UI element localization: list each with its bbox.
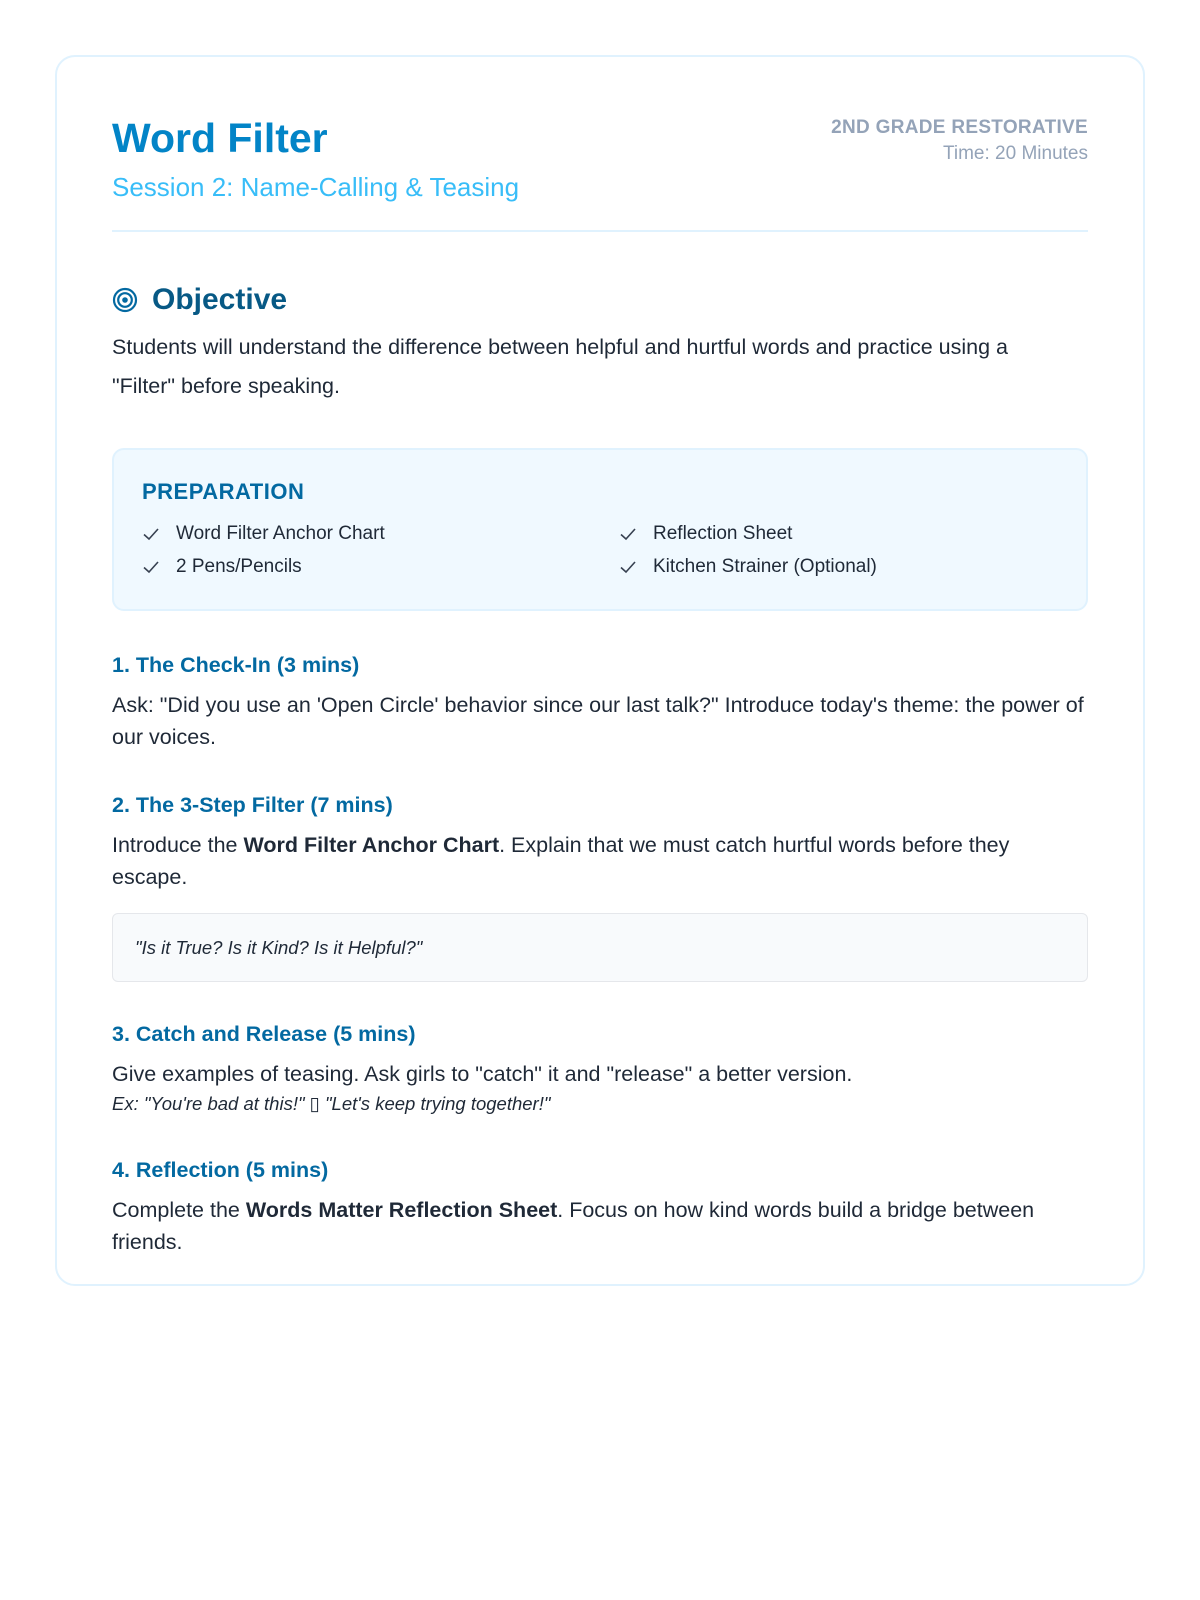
page-title: Word Filter xyxy=(112,115,328,161)
objective-text: Students will understand the difference between helpful and hurtful words and practice using a "Filter" before speaking. xyxy=(112,335,1009,398)
step-reflection xyxy=(112,1156,1088,1258)
step-text-emphasis: Word Filter Anchor Chart xyxy=(243,833,500,857)
prep-item xyxy=(619,553,1058,580)
check-icon xyxy=(142,525,160,543)
check-icon xyxy=(142,558,160,576)
prep-item-label: Word Filter Anchor Chart xyxy=(176,522,385,544)
check-icon xyxy=(619,525,637,543)
prep-item-label: Kitchen Strainer (Optional) xyxy=(653,555,877,577)
lesson-header xyxy=(112,112,1088,232)
grade-label: 2ND GRADE RESTORATIVE xyxy=(831,117,1088,138)
preparation-box xyxy=(112,448,1088,611)
step-title: 2. The 3-Step Filter (7 mins) xyxy=(112,793,393,817)
step-text: Ask: "Did you use an 'Open Circle' behavior since our last talk?" Introduce today's theme: the power of our voices. xyxy=(112,693,1084,749)
title-block xyxy=(112,112,519,204)
filter-quote: "Is it True? Is it Kind? Is it Helpful?" xyxy=(112,913,1088,982)
prep-item xyxy=(619,520,1058,547)
lesson-card xyxy=(55,55,1145,1286)
step-filter xyxy=(112,791,1088,982)
target-icon xyxy=(112,287,138,313)
prep-item-label: Reflection Sheet xyxy=(653,522,793,544)
prep-item xyxy=(142,520,619,547)
session-subtitle: Session 2: Name-Calling & Teasing xyxy=(112,172,520,202)
step-catch-release xyxy=(112,1020,1088,1118)
time-label: Time: 20 Minutes xyxy=(942,143,1088,164)
prep-item xyxy=(142,553,619,580)
preparation-title: PREPARATION xyxy=(142,479,305,504)
objective-title: Objective xyxy=(152,283,288,316)
step-text-emphasis: Words Matter Reflection Sheet xyxy=(245,1198,558,1222)
objective-heading xyxy=(112,282,1088,318)
example-text: Ex: "You're bad at this!" ▯ "Let's keep trying together!" xyxy=(112,1093,551,1114)
step-text: Give examples of teasing. Ask girls to "catch" it and "release" a better version. xyxy=(112,1062,853,1086)
step-text-part: . Focus on how kind words build a bridge between friends. xyxy=(112,1198,1035,1254)
prep-item-label: 2 Pens/Pencils xyxy=(176,555,302,577)
lesson-meta xyxy=(831,116,1088,168)
step-title: 1. The Check-In (3 mins) xyxy=(112,653,360,677)
step-title: 3. Catch and Release (5 mins) xyxy=(112,1022,416,1046)
step-text-part: Complete the xyxy=(112,1198,246,1222)
preparation-list xyxy=(142,520,1058,580)
step-text xyxy=(112,829,1088,893)
step-text xyxy=(112,1194,1088,1258)
step-text-part: Introduce the xyxy=(112,833,244,857)
step-text-part: . Explain that we must catch hurtful words before they escape. xyxy=(112,833,1010,889)
check-icon xyxy=(619,558,637,576)
step-check-in xyxy=(112,651,1088,753)
step-title: 4. Reflection (5 mins) xyxy=(112,1158,329,1182)
